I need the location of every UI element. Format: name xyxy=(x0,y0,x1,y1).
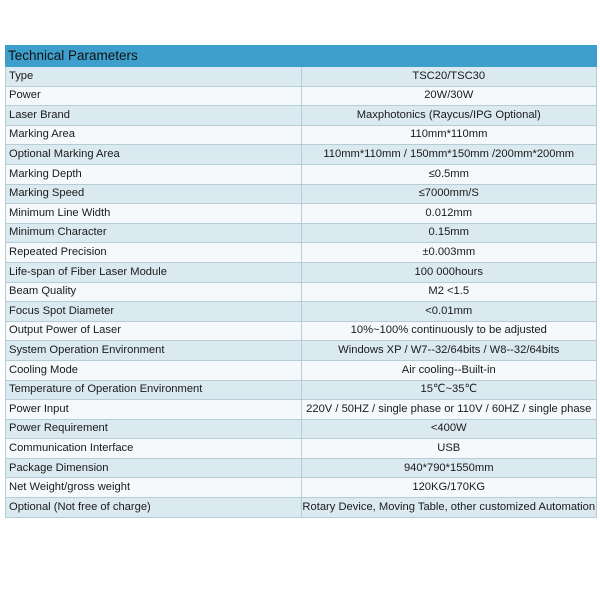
table-row xyxy=(6,243,597,263)
table-row xyxy=(6,321,597,341)
parameter-value: 940*790*1550mm xyxy=(301,458,597,478)
parameter-value: 0.15mm xyxy=(301,223,597,243)
table-row xyxy=(6,302,597,322)
table-row xyxy=(6,419,597,439)
parameter-value: 100 000hours xyxy=(301,262,597,282)
table-row xyxy=(6,262,597,282)
parameter-label: Temperature of Operation Environment xyxy=(6,380,302,400)
table-row xyxy=(6,164,597,184)
parameter-label: Laser Brand xyxy=(6,106,302,126)
parameter-value: Rotary Device, Moving Table, other customized Automation xyxy=(301,498,597,518)
parameter-label: Net Weight/gross weight xyxy=(6,478,302,498)
parameter-label: Focus Spot Diameter xyxy=(6,302,302,322)
table-row xyxy=(6,498,597,518)
table-title: Technical Parameters xyxy=(6,46,597,67)
parameter-value: 220V / 50HZ / single phase or 110V / 60HZ / single phase xyxy=(301,400,597,420)
table-row xyxy=(6,223,597,243)
parameter-label: Type xyxy=(6,67,302,87)
parameter-label: Minimum Character xyxy=(6,223,302,243)
parameter-value: Windows XP / W7--32/64bits / W8--32/64bits xyxy=(301,341,597,361)
parameter-label: Power Requirement xyxy=(6,419,302,439)
table-row xyxy=(6,184,597,204)
parameter-label: Cooling Mode xyxy=(6,360,302,380)
parameter-value: <0.01mm xyxy=(301,302,597,322)
parameter-value: ±0.003mm xyxy=(301,243,597,263)
parameter-value: 110mm*110mm / 150mm*150mm /200mm*200mm xyxy=(301,145,597,165)
parameter-value: 20W/30W xyxy=(301,86,597,106)
table-row xyxy=(6,125,597,145)
parameter-value: USB xyxy=(301,439,597,459)
parameter-label: Beam Quality xyxy=(6,282,302,302)
parameter-label: Marking Area xyxy=(6,125,302,145)
table-row xyxy=(6,380,597,400)
table-row xyxy=(6,282,597,302)
table-row xyxy=(6,204,597,224)
parameter-value: TSC20/TSC30 xyxy=(301,67,597,87)
parameter-value: Air cooling--Built-in xyxy=(301,360,597,380)
parameter-value: Maxphotonics (Raycus/IPG Optional) xyxy=(301,106,597,126)
table-row xyxy=(6,67,597,87)
parameter-label: Power xyxy=(6,86,302,106)
parameter-label: Package Dimension xyxy=(6,458,302,478)
parameter-value: 10%~100% continuously to be adjusted xyxy=(301,321,597,341)
table-row xyxy=(6,439,597,459)
table-row xyxy=(6,400,597,420)
table-row xyxy=(6,478,597,498)
parameter-value: M2 <1.5 xyxy=(301,282,597,302)
table-row xyxy=(6,360,597,380)
table-row xyxy=(6,106,597,126)
table-row xyxy=(6,86,597,106)
parameter-value: 120KG/170KG xyxy=(301,478,597,498)
spec-table-body xyxy=(6,46,597,518)
parameter-label: Minimum Line Width xyxy=(6,204,302,224)
parameter-value: 110mm*110mm xyxy=(301,125,597,145)
table-row xyxy=(6,341,597,361)
parameter-value: 0.012mm xyxy=(301,204,597,224)
parameter-value: ≤0.5mm xyxy=(301,164,597,184)
parameter-label: Marking Speed xyxy=(6,184,302,204)
spec-table xyxy=(5,45,597,518)
parameter-label: System Operation Environment xyxy=(6,341,302,361)
parameter-value: ≤7000mm/S xyxy=(301,184,597,204)
parameter-label: Power Input xyxy=(6,400,302,420)
parameter-label: Optional (Not free of charge) xyxy=(6,498,302,518)
parameter-label: Life-span of Fiber Laser Module xyxy=(6,262,302,282)
table-title-row xyxy=(6,46,597,67)
parameter-value: 15℃~35℃ xyxy=(301,380,597,400)
parameter-label: Optional Marking Area xyxy=(6,145,302,165)
table-row xyxy=(6,458,597,478)
table-row xyxy=(6,145,597,165)
parameter-label: Communication Interface xyxy=(6,439,302,459)
parameter-label: Marking Depth xyxy=(6,164,302,184)
parameter-label: Repeated Precision xyxy=(6,243,302,263)
parameter-value: <400W xyxy=(301,419,597,439)
parameter-label: Output Power of Laser xyxy=(6,321,302,341)
